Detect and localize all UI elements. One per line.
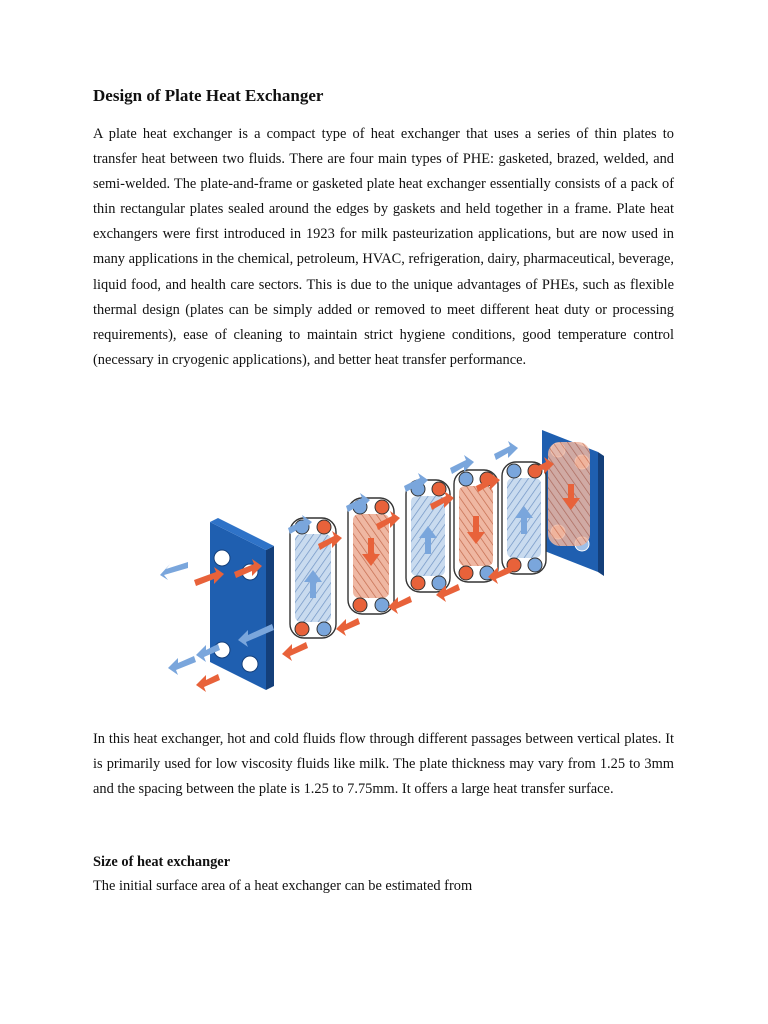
plate-3-hot (348, 498, 394, 614)
document-title: Design of Plate Heat Exchanger (93, 86, 324, 105)
front-frame-plate (210, 518, 274, 690)
plate-6-cold (502, 462, 546, 574)
back-frame-plate (542, 430, 604, 576)
intro-paragraph: A plate heat exchanger is a compact type of heat exchanger that uses a series of thin plates to transfer heat between two fluids. There are four main types of PHE: gasketed, brazed, welded, and semi-welded. The plate-and-frame or gasketed plate heat exchanger essentially consists of a pack of thin rectangular plates sealed around the edges by gaskets and held together in a frame. Plate heat exchangers were first introduced in 1923 for milk pasteurization applications, but are now used in many applications in the chemical, petroleum, HVAC, refrigeration, dairy, pharmaceutical, beverage, liquid food, and health care sectors. This is due to the unique advantages of PHEs, such as flexible thermal design (plates can be simply added or removed to meet different heat duty or processing requirements), ease of cleaning to maintain strict hygiene conditions, good temperature control (necessary in cryogenic applications), and better heat transfer performance. (93, 126, 674, 368)
flow-description-paragraph: In this heat exchanger, hot and cold fluids flow through different passages between vertical plates. It is primarily used for low viscosity fluids like milk. The plate thickness may vary from 1.25 to 3mm and the spacing between the plate is 1.25 to 7.75mm. It offers a large heat transfer surface. (93, 731, 674, 798)
plate-4-cold (406, 480, 450, 592)
plate-heat-exchanger-illustration (150, 422, 620, 702)
section-heading: Size of heat exchanger (93, 854, 231, 870)
plate-2-cold (290, 518, 336, 638)
section-paragraph: The initial surface area of a heat exchanger can be estimated from (93, 878, 473, 894)
